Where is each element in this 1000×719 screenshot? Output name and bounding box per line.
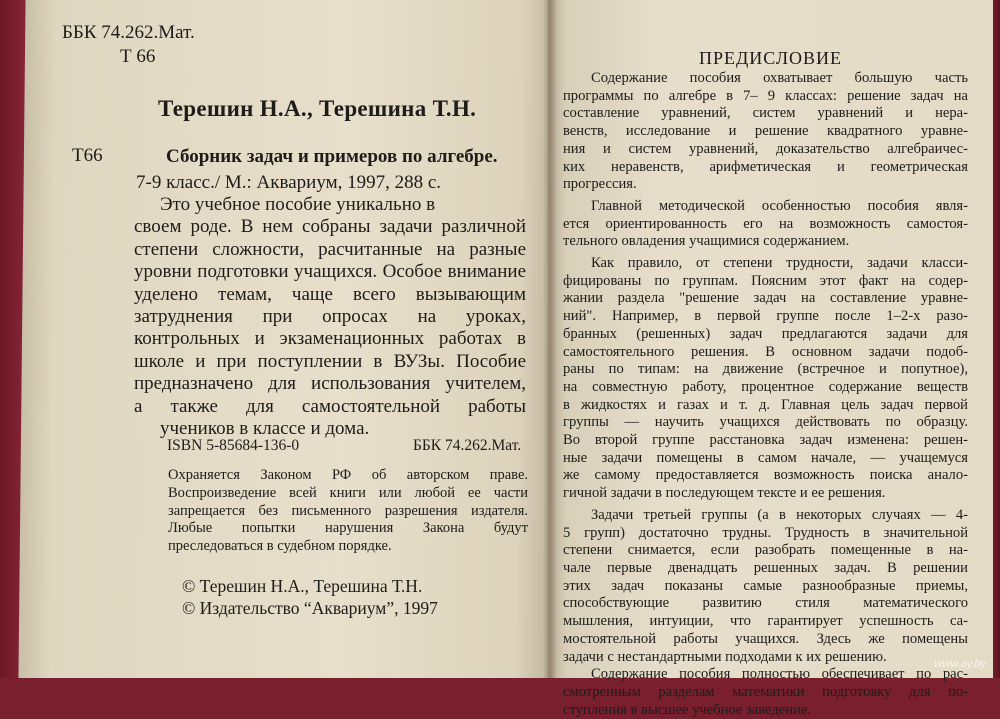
entry-mark: Т66: [72, 145, 103, 166]
preface-line: ступления в высшее учебное заведение.: [563, 701, 811, 718]
preface-line: фицированы по группам. Поясним этот факт на содер-: [563, 272, 968, 289]
preface-line: мостоятельной работы учащихся. Здесь же помещены: [563, 630, 968, 647]
preface-line: составление уравнений, систем уравнений и нера-: [563, 105, 968, 122]
preface-line: ния и систем уравнений, доказательство алгебраичес-: [563, 140, 968, 157]
preface-line: в жидкостях и газах и т. д. Главная цель задач первой: [563, 396, 968, 413]
preface-line: самостоятельного решения. В основном задачи подоб-: [563, 343, 968, 360]
preface-line: способствующие развитию стиля математического: [563, 595, 968, 612]
preface-line: Главной методической особенностью пособия явля-: [591, 197, 968, 214]
preface-line: ких неравенств, арифметическая и геометрическая: [563, 158, 968, 175]
preface-line: задачи с нестандартными подходами к их решению.: [563, 648, 887, 665]
preface-line: прогрессия.: [563, 176, 637, 193]
copyright-line: Воспроизведение всей книги или любой ее части: [168, 484, 528, 501]
bbk-code: ББК 74.262.Мат.: [62, 22, 195, 43]
preface-line: смотренным разделам математики подготовку для по-: [563, 683, 968, 700]
preface-heading: ПРЕДИСЛОВИЕ: [699, 48, 843, 68]
annotation-line: предназначено для использования учителем,: [134, 373, 526, 395]
preface-line: группы — научить учащихся действовать по образцу.: [563, 414, 968, 431]
annotation-line: школе и при поступлении в ВУЗы. Пособие: [134, 350, 526, 372]
annotation-line: контрольных и экзаменационных работах в: [134, 328, 526, 350]
preface-line: Задачи третьей группы (а в некоторых случаях — 4-: [591, 506, 968, 523]
preface-line: на совместную работу, процентное содержание веществ: [563, 378, 968, 395]
preface-line: Как правило, от степени трудности, задачи класси-: [591, 255, 968, 272]
preface-line: гичной задачи в последующем тексте и ее решения.: [563, 485, 886, 502]
authors: Терешин Н.А., Терешина Т.Н.: [158, 96, 477, 121]
preface-line: этих задач показаны самые разнообразные приемы,: [563, 577, 968, 594]
preface-line: венств, исследование и решение квадратного уравне-: [563, 123, 968, 140]
annotation-line: степени сложности, расчитанные на разные: [134, 238, 526, 260]
preface-line: ные задачи помещены в самом начале, — учащемуся: [563, 449, 968, 466]
preface-line: же самому предоставляется возможность поиска анало-: [563, 467, 968, 484]
preface-line: степени снимается, если разобрать помещенные в на-: [563, 542, 968, 559]
copyright-authors: © Терешин Н.А., Терешина Т.Н.: [182, 576, 423, 596]
copyright-line: запрещается без письменного разрешения издателя.: [168, 502, 528, 519]
preface-line: Во второй группе расстановка задач изменена: решен-: [563, 432, 968, 449]
book-gutter: [543, 0, 557, 678]
copyright-publisher: © Издательство “Аквариум”, 1997: [182, 598, 438, 618]
catalog-mark: Т 66: [120, 46, 156, 67]
annotation-line: уровни подготовки учащихся. Особое внимание: [134, 261, 526, 283]
preface-line: мышления, интуиции, что гарантирует успешность са-: [563, 613, 968, 630]
preface-line: бранных (решенных) задач предлагаются задачи для: [563, 325, 968, 342]
annotation-line: а также для самостоятельной работы: [134, 395, 526, 417]
preface-body: [563, 70, 968, 719]
annotation-line: уделено темам, чаще всего вызывающим: [134, 283, 526, 305]
bbk-bottom: ББК 74.262.Мат.: [413, 437, 522, 454]
imprint: 7-9 класс./ М.: Аквариум, 1997, 288 с.: [136, 172, 442, 193]
preface-line: ний". Например, в первой группе после 1–2-х разо-: [563, 308, 968, 325]
preface-line: Содержание пособия охватывает большую часть: [591, 70, 968, 86]
watermark: www.ay.by: [934, 658, 986, 670]
annotation: [134, 194, 526, 440]
copyright-notice: [168, 467, 528, 556]
copyright-line: Любые попытки нарушения Закона будут: [168, 520, 528, 537]
preface-line: программы по алгебре в 7– 9 классах: решение задач на: [563, 87, 968, 104]
annotation-line: своем роде. В нем собраны задачи различной: [134, 216, 526, 238]
copyright-line: преследоваться в судебном порядке.: [168, 538, 392, 555]
copyright-line: Охраняется Законом РФ об авторском праве.: [168, 467, 528, 483]
annotation-line: Это учебное пособие уникально в: [160, 194, 436, 215]
preface-line: чале первые двенадцать решенных задач. В решении: [563, 559, 968, 576]
isbn: ISBN 5-85684-136-0: [167, 437, 300, 454]
preface-line: раны по типам: на движение (встречное и попутное),: [563, 361, 968, 378]
annotation-line: учеников в классе и дома.: [160, 418, 370, 440]
annotation-line: затруднения при опросах на уроках,: [134, 306, 526, 328]
preface-line: тельного овладения учащимися содержанием.: [563, 233, 850, 250]
preface-line: Содержание пособия полностью обеспечивает по рас-: [591, 666, 968, 683]
preface-line: ется ориентированность его на возможность самостоя-: [563, 215, 968, 232]
preface-line: жании раздела "решение задач на составление уравне-: [563, 290, 968, 307]
book-title: Сборник задач и примеров по алгебре.: [166, 146, 498, 167]
preface-line: 5 групп) достаточно трудны. Трудность в значительной: [563, 524, 968, 541]
